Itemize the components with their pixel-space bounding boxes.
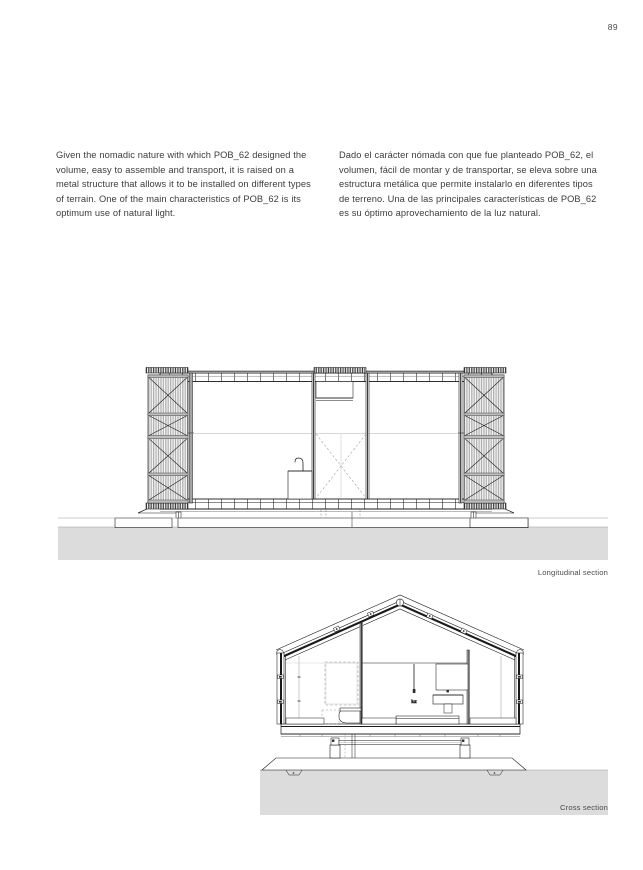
cross-section-drawing: [0, 590, 643, 815]
page-number: 89: [607, 22, 618, 32]
text-column-english: Given the nomadic nature with which POB_62 designed the volume, easy to assemble and transport, it is raised on a metal structure that allows it to be installed on different types of terrain. One of the main characteristics of POB_62 is its optimum use of natural light.: [56, 150, 311, 219]
caption-cross-section: Cross section: [560, 803, 608, 812]
text-column-spanish: Dado el carácter nómada con que fue planteado POB_62, el volumen, fácil de montar y de transportar, se eleva sobre una estructura metálica que permite instalarlo en diferentes tipos de terreno. Una de las principales características de POB_62 es su óptimo aprovechamiento de la luz natural.: [339, 150, 597, 219]
caption-longitudinal-section: Longitudinal section: [537, 568, 608, 577]
lamp-annotation: luz: [411, 699, 417, 704]
longitudinal-section-drawing: [0, 355, 643, 560]
